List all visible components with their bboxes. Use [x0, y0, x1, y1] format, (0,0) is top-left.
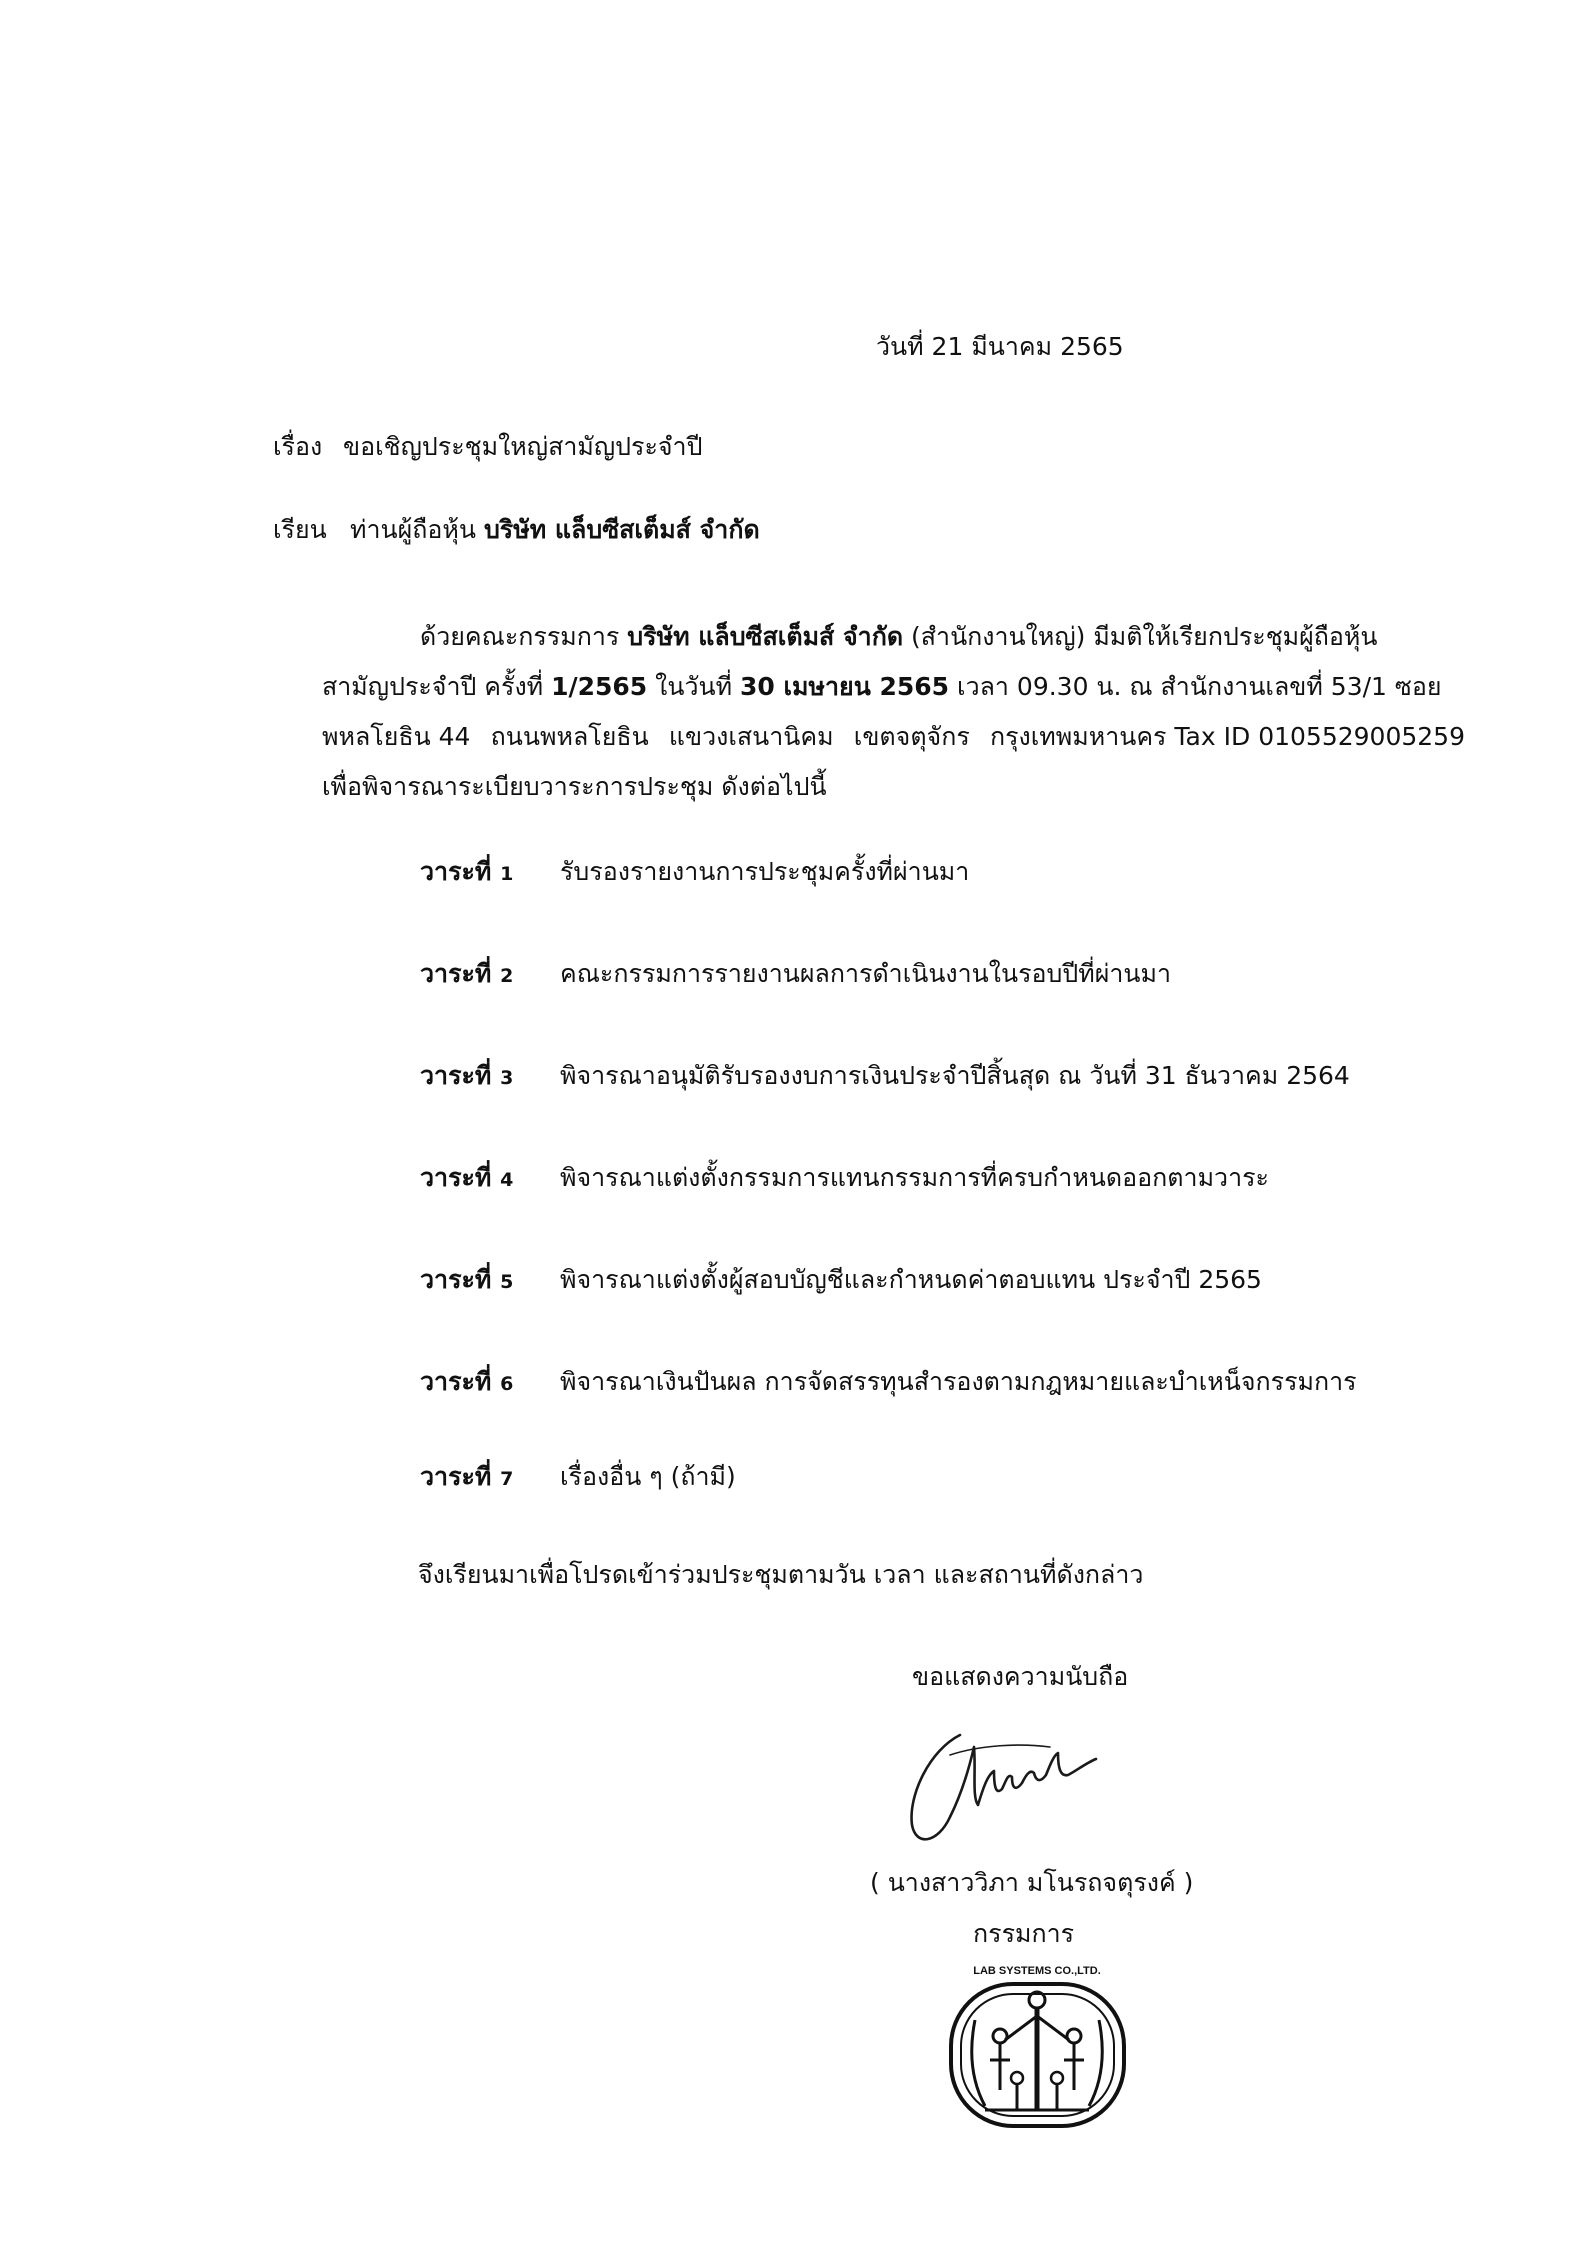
agenda-item: [420, 1263, 1480, 1303]
subject-text: ขอเชิญประชุมใหญ่สามัญประจำปี: [343, 432, 703, 461]
agenda-item: [420, 1365, 1480, 1405]
agenda-label-text: วาระที่: [420, 1367, 492, 1396]
signer-name: ( นางสาววิภา มโนรถจตุรงค์ ): [870, 1868, 1194, 1897]
agenda-number: 6: [500, 1373, 514, 1395]
company-name: บริษัท แล็บซีสเต็มส์ จำกัด: [627, 622, 904, 651]
letter-date: วันที่ 21 มีนาคม 2565: [876, 332, 1124, 361]
regards-text: ขอแสดงความนับถือ: [912, 1662, 1129, 1691]
agenda-item: [420, 957, 1480, 997]
agenda-number: 7: [500, 1468, 514, 1490]
intro-text: ในวันที่: [647, 672, 741, 701]
agenda-number: 1: [500, 863, 514, 885]
addressee-text: [350, 513, 760, 547]
agenda-text: คณะกรรมการรายงานผลการดำเนินงานในรอบปีที่ผ่านมา: [560, 959, 1172, 988]
agenda-label-text: วาระที่: [420, 959, 492, 988]
closing-sentence: จึงเรียนมาเพื่อโปรดเข้าร่วมประชุมตามวัน เวลา และสถานที่ดังกล่าว: [418, 1560, 1144, 1589]
agenda-item: [420, 1059, 1480, 1099]
agenda-number: 4: [500, 1169, 514, 1191]
intro-paragraph: [322, 612, 1465, 812]
subject-label: เรื่อง: [273, 432, 323, 461]
seal-text: LAB SYSTEMS CO.,LTD.: [973, 1965, 1101, 1977]
agenda-item: [420, 1460, 1480, 1500]
intro-text: เวลา 09.30 น. ณ สำนักงานเลขที่ 53/1 ซอย: [949, 672, 1442, 701]
address-part: พหลโยธิน 44: [322, 722, 471, 751]
agenda-text: พิจารณาแต่งตั้งกรรมการแทนกรรมการที่ครบกำหนดออกตามวาระ: [560, 1163, 1269, 1192]
agenda-label: [420, 1059, 513, 1095]
agenda-label-text: วาระที่: [420, 1265, 492, 1294]
agenda-text: รับรองรายงานการประชุมครั้งที่ผ่านมา: [560, 857, 970, 886]
meeting-date: 30 เมษายน 2565: [740, 672, 950, 701]
agenda-number: 5: [500, 1271, 514, 1293]
agenda-number: 3: [500, 1067, 514, 1089]
intro-text: ด้วยคณะกรรมการ: [420, 622, 628, 651]
agenda-label: [420, 855, 513, 891]
intro-text: (สำนักงานใหญ่) มีมติให้เรียกประชุมผู้ถือหุ้น: [903, 622, 1378, 651]
intro-line-4: เพื่อพิจารณาระเบียบวาระการประชุม ดังต่อไปนี้: [322, 772, 827, 801]
agenda-label-text: วาระที่: [420, 1061, 492, 1090]
agenda-label: [420, 1365, 513, 1401]
agenda-text: พิจารณาอนุมัติรับรองงบการเงินประจำปีสิ้นสุด ณ วันที่ 31 ธันวาคม 2564: [560, 1061, 1350, 1090]
intro-line-3: [322, 712, 1465, 762]
company-seal: [945, 1960, 1130, 2130]
signer-position: กรรมการ: [973, 1919, 1075, 1948]
address-part: ถนนพหลโยธิน: [490, 722, 649, 751]
addressee-company: บริษัท แล็บซีสเต็มส์ จำกัด: [483, 515, 760, 544]
agenda-item: [420, 855, 1480, 895]
intro-line-2: [322, 662, 1465, 712]
agenda-number: 2: [500, 965, 514, 987]
agenda-text: เรื่องอื่น ๆ (ถ้ามี): [560, 1462, 736, 1491]
intro-text: สามัญประจำปี ครั้งที่: [322, 672, 552, 701]
meeting-number: 1/2565: [551, 672, 648, 701]
agenda-label-text: วาระที่: [420, 1462, 492, 1491]
addressee-label: เรียน: [273, 515, 327, 544]
intro-line-1: [322, 612, 1465, 662]
signature-image: [890, 1725, 1130, 1855]
agenda-item: [420, 1161, 1480, 1201]
agenda-text: พิจารณาแต่งตั้งผู้สอบบัญชีและกำหนดค่าตอบแทน ประจำปี 2565: [560, 1265, 1262, 1294]
agenda-label-text: วาระที่: [420, 1163, 492, 1192]
addressee-prefix: ท่านผู้ถือหุ้น: [350, 515, 476, 544]
agenda-label-text: วาระที่: [420, 857, 492, 886]
agenda-label: [420, 1460, 513, 1496]
agenda-label: [420, 957, 513, 993]
agenda-label: [420, 1263, 513, 1299]
address-part: แขวงเสนานิคม: [668, 722, 834, 751]
address-part: เขตจตุจักร: [853, 722, 970, 751]
agenda-label: [420, 1161, 513, 1197]
address-part: กรุงเทพมหานคร Tax ID 0105529005259: [989, 722, 1465, 751]
agenda-text: พิจารณาเงินปันผล การจัดสรรทุนสำรองตามกฎหมายและบำเหน็จกรรมการ: [560, 1367, 1357, 1396]
